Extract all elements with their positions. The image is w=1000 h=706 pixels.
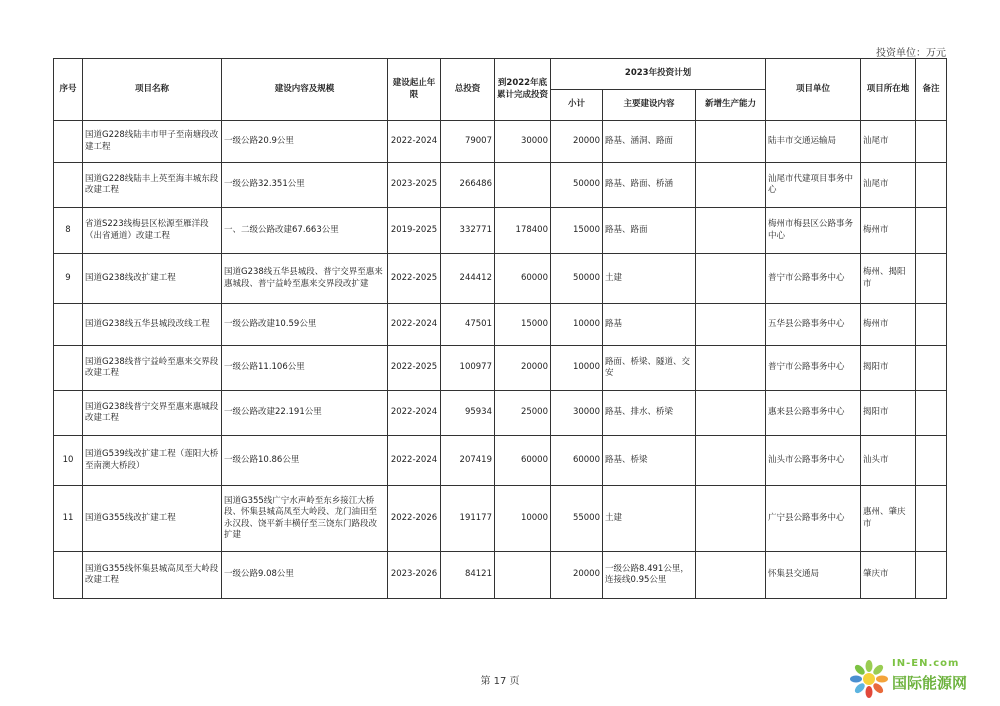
row-completed: 30000: [495, 121, 551, 163]
row-completed: 178400: [495, 208, 551, 254]
table-row: [54, 304, 947, 346]
row-total: 47501: [441, 304, 495, 346]
row-capacity: [696, 208, 766, 254]
row-location: 梅州、揭阳市: [861, 254, 916, 304]
row-content: 一级公路10.86公里: [222, 436, 388, 486]
row-capacity: [696, 254, 766, 304]
row-content: 一级公路改建10.59公里: [222, 304, 388, 346]
row-remark: [916, 391, 947, 436]
row-total: 332771: [441, 208, 495, 254]
row-location: 梅州市: [861, 304, 916, 346]
row-remark: [916, 346, 947, 391]
page-number: 第 17 页: [480, 676, 520, 687]
row-name: 国道G238线普宁交界至惠来惠城段改建工程: [83, 391, 222, 436]
row-subtotal: 20000: [551, 121, 603, 163]
investment-unit-label: 投资单位：万元: [876, 48, 946, 59]
header-remark: 备注: [916, 59, 947, 121]
row-subtotal: 50000: [551, 163, 603, 208]
row-location: 惠州、肇庆市: [861, 486, 916, 552]
row-location: 揭阳市: [861, 391, 916, 436]
row-seq: [54, 346, 83, 391]
row-capacity: [696, 552, 766, 599]
row-remark: [916, 163, 947, 208]
header-name: 项目名称: [83, 59, 222, 121]
row-total: 266486: [441, 163, 495, 208]
table-row: [54, 163, 947, 208]
header-row-1: [54, 59, 947, 90]
row-period: 2022-2025: [388, 254, 441, 304]
row-subtotal: 55000: [551, 486, 603, 552]
row-name: 国道G539线改扩建工程（莲阳大桥至南澳大桥段）: [83, 436, 222, 486]
row-unit: 普宁市公路事务中心: [766, 254, 861, 304]
row-main-content: 路基、涵洞、路面: [603, 121, 696, 163]
table-row: [54, 436, 947, 486]
row-name: 国道G355线改扩建工程: [83, 486, 222, 552]
row-content: 国道G238线五华县城段、普宁交界至惠来惠城段、普宁益岭至惠来交界段改扩建: [222, 254, 388, 304]
row-total: 95934: [441, 391, 495, 436]
row-remark: [916, 254, 947, 304]
row-total: 79007: [441, 121, 495, 163]
row-remark: [916, 486, 947, 552]
row-main-content: 一级公路8.491公里，连接线0.95公里: [603, 552, 696, 599]
row-capacity: [696, 436, 766, 486]
row-remark: [916, 552, 947, 599]
row-unit: 陆丰市交通运输局: [766, 121, 861, 163]
row-remark: [916, 121, 947, 163]
row-main-content: 路基、桥梁: [603, 436, 696, 486]
sun-flower-logo-icon: [848, 658, 890, 700]
header-main-content: 主要建设内容: [603, 90, 696, 121]
row-content: 一、二级公路改建67.663公里: [222, 208, 388, 254]
row-seq: 8: [54, 208, 83, 254]
table-body: [54, 121, 947, 599]
row-period: 2022-2024: [388, 121, 441, 163]
table-row: [54, 486, 947, 552]
row-completed: [495, 552, 551, 599]
row-completed: 15000: [495, 304, 551, 346]
row-seq: 11: [54, 486, 83, 552]
row-unit: 广宁县公路事务中心: [766, 486, 861, 552]
row-period: 2022-2024: [388, 436, 441, 486]
row-subtotal: 60000: [551, 436, 603, 486]
row-period: 2023-2025: [388, 163, 441, 208]
row-name: 国道G228线陆丰上英至海丰城东段改建工程: [83, 163, 222, 208]
row-content: 国道G355线广宁水声岭至东乡接江大桥段、怀集县城高凤至大岭段、龙门油田至永汉段、饶平新丰横仔至三饶东门路段改扩建: [222, 486, 388, 552]
row-main-content: 路基、排水、桥梁: [603, 391, 696, 436]
row-completed: 60000: [495, 436, 551, 486]
header-period: 建设起止年限: [388, 59, 441, 121]
row-total: 191177: [441, 486, 495, 552]
row-location: 梅州市: [861, 208, 916, 254]
row-total: 207419: [441, 436, 495, 486]
row-remark: [916, 304, 947, 346]
row-unit: 梅州市梅县区公路事务中心: [766, 208, 861, 254]
row-capacity: [696, 486, 766, 552]
row-main-content: 路面、桥梁、隧道、交安: [603, 346, 696, 391]
row-total: 100977: [441, 346, 495, 391]
row-location: 汕尾市: [861, 163, 916, 208]
row-subtotal: 10000: [551, 346, 603, 391]
watermark-logo: [848, 656, 988, 702]
row-main-content: 路基、路面、桥涵: [603, 163, 696, 208]
row-seq: 9: [54, 254, 83, 304]
row-name: 省道S223线梅县区松源至雁洋段（出省通道）改建工程: [83, 208, 222, 254]
logo-text-cn: 国际能源网: [892, 674, 968, 692]
row-remark: [916, 208, 947, 254]
row-content: 一级公路9.08公里: [222, 552, 388, 599]
row-unit: 五华县公路事务中心: [766, 304, 861, 346]
row-period: 2022-2026: [388, 486, 441, 552]
row-seq: 10: [54, 436, 83, 486]
row-capacity: [696, 121, 766, 163]
row-name: 国道G228线陆丰市甲子至南塘段改建工程: [83, 121, 222, 163]
header-unit: 项目单位: [766, 59, 861, 121]
logo-text-en: IN-EN.com: [892, 658, 960, 669]
row-unit: 怀集县交通局: [766, 552, 861, 599]
table-row: [54, 346, 947, 391]
row-content: 一级公路32.351公里: [222, 163, 388, 208]
row-capacity: [696, 346, 766, 391]
table-row: [54, 552, 947, 599]
header-subtotal: 小计: [551, 90, 603, 121]
row-period: 2022-2024: [388, 391, 441, 436]
row-total: 244412: [441, 254, 495, 304]
row-location: 揭阳市: [861, 346, 916, 391]
row-unit: 汕尾市代建项目事务中心: [766, 163, 861, 208]
header-content: 建设内容及规模: [222, 59, 388, 121]
row-main-content: 土建: [603, 254, 696, 304]
row-subtotal: 30000: [551, 391, 603, 436]
header-location: 项目所在地: [861, 59, 916, 121]
row-completed: 60000: [495, 254, 551, 304]
row-seq: [54, 163, 83, 208]
row-subtotal: 10000: [551, 304, 603, 346]
header-total: 总投资: [441, 59, 495, 121]
row-period: 2022-2025: [388, 346, 441, 391]
table-row: [54, 121, 947, 163]
row-total: 84121: [441, 552, 495, 599]
row-content: 一级公路20.9公里: [222, 121, 388, 163]
row-completed: [495, 163, 551, 208]
row-seq: [54, 552, 83, 599]
row-seq: [54, 304, 83, 346]
row-seq: [54, 391, 83, 436]
row-unit: 惠来县公路事务中心: [766, 391, 861, 436]
row-content: 一级公路11.106公里: [222, 346, 388, 391]
table-row: [54, 391, 947, 436]
row-subtotal: 20000: [551, 552, 603, 599]
header-plan2023: 2023年投资计划: [551, 59, 766, 90]
row-subtotal: 15000: [551, 208, 603, 254]
row-completed: 25000: [495, 391, 551, 436]
row-name: 国道G238线普宁益岭至惠来交界段改建工程: [83, 346, 222, 391]
row-seq: [54, 121, 83, 163]
row-subtotal: 50000: [551, 254, 603, 304]
row-location: 汕尾市: [861, 121, 916, 163]
row-main-content: 路基、路面: [603, 208, 696, 254]
table-row: [54, 254, 947, 304]
investment-plan-table: [53, 58, 947, 599]
row-name: 国道G355线怀集县城高凤至大岭段改建工程: [83, 552, 222, 599]
row-period: 2019-2025: [388, 208, 441, 254]
row-content: 一级公路改建22.191公里: [222, 391, 388, 436]
row-location: 汕头市: [861, 436, 916, 486]
row-period: 2022-2024: [388, 304, 441, 346]
row-period: 2023-2026: [388, 552, 441, 599]
row-name: 国道G238线改扩建工程: [83, 254, 222, 304]
row-completed: 10000: [495, 486, 551, 552]
row-location: 肇庆市: [861, 552, 916, 599]
row-main-content: 土建: [603, 486, 696, 552]
table-row: [54, 208, 947, 254]
row-unit: 汕头市公路事务中心: [766, 436, 861, 486]
row-unit: 普宁市公路事务中心: [766, 346, 861, 391]
row-main-content: 路基: [603, 304, 696, 346]
header-seq: 序号: [54, 59, 83, 121]
header-completed: 到2022年底累计完成投资: [495, 59, 551, 121]
header-capacity: 新增生产能力: [696, 90, 766, 121]
row-remark: [916, 436, 947, 486]
row-completed: 20000: [495, 346, 551, 391]
row-capacity: [696, 391, 766, 436]
row-capacity: [696, 304, 766, 346]
row-capacity: [696, 163, 766, 208]
row-name: 国道G238线五华县城段改线工程: [83, 304, 222, 346]
